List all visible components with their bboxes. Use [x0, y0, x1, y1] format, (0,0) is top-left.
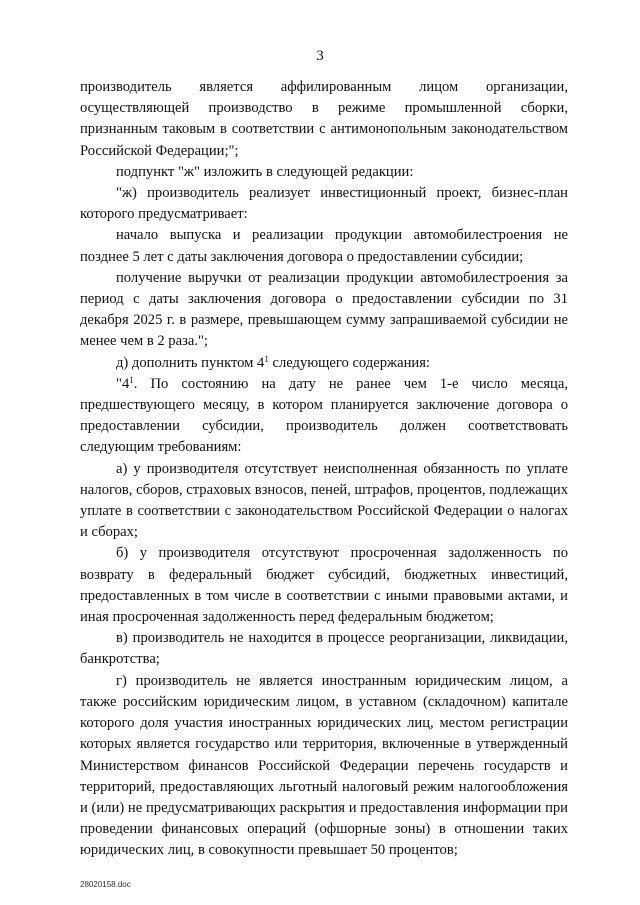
superscript: 1 [129, 374, 134, 385]
text-before: "4 [116, 375, 130, 392]
footer-filename: 28020158.doc [80, 880, 131, 889]
paragraph-zh: "ж) производитель реализует инвестиционный проект, бизнес-план которого предусматривает: [80, 185, 568, 223]
paragraph-requirement-a: а) у производителя отсутствует неисполненная обязанность по уплате налогов, сборов, страховых взносов, пеней, штрафов, процентов, подлежащих уплате в соответствии с законодательством Российской Федерации о налогах и сборах; [80, 460, 568, 541]
paragraph-requirement-v: в) производитель не находится в процессе реорганизации, ликвидации, банкротства; [80, 630, 568, 668]
paragraph-production-start: начало выпуска и реализации продукции автомобилестроения не позднее 5 лет с даты заключения договора о предоставлении субсидии; [80, 227, 568, 265]
text-before: д) дополнить пунктом 4 [116, 354, 265, 371]
page-number: 3 [316, 48, 324, 64]
paragraph-requirement-b: б) у производителя отсутствуют просроченная задолженность по возврату в федеральный бюджет субсидий, бюджетных инвестиций, предоставленных в том числе в соответствии с иными правовыми актами, и иная просроченная задолженность перед федеральным бюджетом; [80, 545, 568, 626]
paragraph-requirement-g: г) производитель не является иностранным юридическим лицом, а также российским юридическим лицом, в уставном (складочном) капитале которого доля участия иностранных юридических лиц, местом регистрации которых является государство или территория, включенные в утвержденный Министерством финансов Российской Федерации перечень государств и территорий, предоставляющих льготный налоговый режим налогообложения и (или) не предусматривающих раскрытия и предоставления информации при проведении финансовых операций (офшорные зоны) в отношении таких юридических лиц, в совокупности превышает 50 процентов; [80, 672, 568, 859]
superscript: 1 [264, 353, 269, 364]
paragraph-continuation: производитель является аффилированным лицом организации, осуществляющей производство в режиме промышленной сборки, признанным таковым в соответствии с антимонопольным законодательством Российской Федерации;"; [80, 79, 568, 159]
paragraph-revenue: получение выручки от реализации продукции автомобилестроения за период с даты заключения договора о предоставлении субсидии по 31 декабря 2025 г. в размере, превышающем сумму запрашиваемой субсидии не менее чем в 2 раза."; [80, 269, 568, 350]
text-after: . По состоянию на дату не ранее чем 1-е число месяца, предшествующего месяцу, в котором планируется заключение договора о предоставлении субсидии, производитель должен соответствовать следующим требованиям: [80, 375, 568, 456]
paragraph-d-add-point [80, 353, 568, 374]
paragraph-subpoint-zh-intro: подпункт "ж" изложить в следующей редакции: [116, 163, 414, 180]
text-after: следующего содержания: [268, 354, 430, 371]
document-body [80, 77, 568, 862]
paragraph-point-4-1 [80, 374, 568, 459]
